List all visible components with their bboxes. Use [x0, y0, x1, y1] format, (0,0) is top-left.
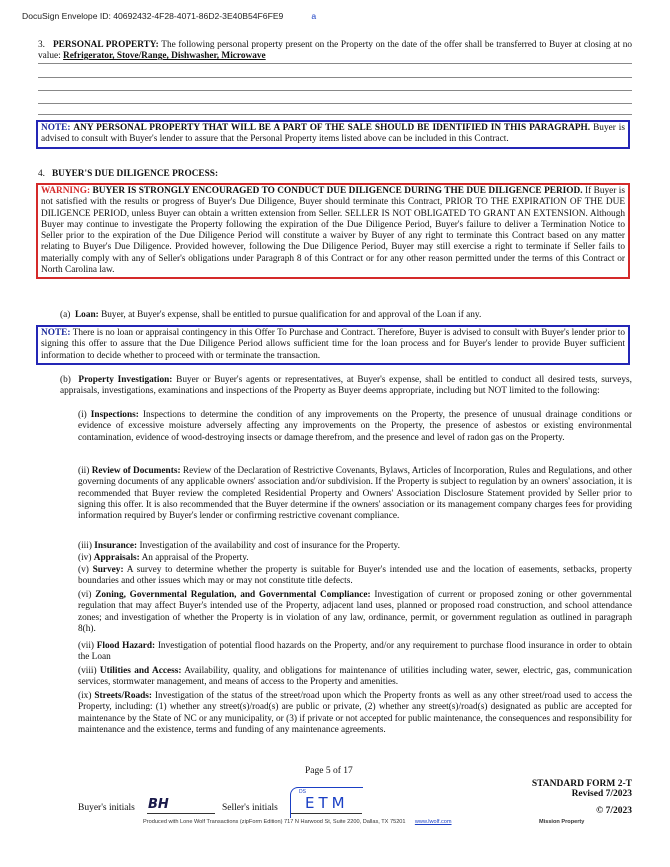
seller-initials: ETM — [305, 794, 349, 812]
docusign-envelope-id: DocuSign Envelope ID: 40692432-4F28-4071-86D2-3E40B54F6FE9 a — [22, 11, 317, 21]
item-utilities: (viii) Utilities and Access: Availability, quality, and obligations for maintenance of utilities including water, sewer, electric, gas, communication services, stormwater management, and means of access to the Property and amenities. — [78, 666, 632, 688]
item-insurance: (iii) Insurance: Investigation of the availability and cost of insurance for the Property. — [78, 541, 400, 551]
blank-line — [38, 90, 632, 91]
blank-line — [38, 77, 632, 78]
item-zoning: (vi) Zoning, Governmental Regulation, and Governmental Compliance: Investigation of current or proposed zoning or other governmental regulation that may affect Buyer's intended use of the Property, adjacent land uses, planned or proposed road construction, and school attendance zones; and investigation of whether the Property is in violation of any law, ordinance, permit, or government regulation as outlined in paragraph 8(h). — [78, 590, 633, 634]
item-flood-hazard: (vii) Flood Hazard: Investigation of potential flood hazards on the Property, and/or any requirement to purchase flood insurance in order to obtain the Loan — [78, 641, 632, 663]
item-inspections: (i) Inspections: Inspections to determine the condition of any improvements on the Property, the presence of unusual drainage conditions or evidence of excessive moisture adversely affecting any improvements on the Property, the presence of asbestos or existing environmental contamination, evidence of wood-destroying insects or damage therefrom, and the presence and level of radon gas on the Property. — [78, 410, 632, 443]
personal-property-items: Refrigerator, Stove/Range, Dishwasher, Microwave — [63, 51, 266, 62]
page-number: Page 5 of 17 — [305, 766, 353, 776]
section-title: PERSONAL PROPERTY: — [52, 40, 159, 50]
property-investigation: (b) Property Investigation: Buyer or Buyer's agents or representatives, at Buyer's expense, shall be entitled to conduct all desired tests, surveys, appraisals, investigations, examinations and inspections of the Property as Buyer deems appropriate, including but NOT limited to the following: — [60, 375, 632, 397]
produced-with: Produced with Lone Wolf Transactions (zipForm Edition) 717 N Harwood St, Suite 2200, Dallas, TX 75201 www.lwolf.com — [143, 819, 452, 825]
item-survey: (v) Survey: A survey to determine whether the property is suitable for Buyer's intended use and the location of easements, setbacks, property boundaries and other issues which may or may not constitute title defects. — [78, 565, 633, 587]
lwolf-link[interactable]: www.lwolf.com — [414, 819, 452, 825]
note-loan-contingency: NOTE: There is no loan or appraisal contingency in this Offer To Purchase and Contract. Therefore, Buyer is advised to consult with Buyer's lender prior to signing this offer to assure that the Due Diligence Period allows sufficient time for the loan process and for Buyer's lender to provide Buyer sufficient information to decide whether to proceed with or terminate the transaction. — [36, 325, 630, 365]
seller-initials-label: Seller's initials — [222, 803, 278, 813]
document-name: Mission Property — [539, 819, 585, 825]
buyer-initials-label: Buyer's initials — [78, 803, 135, 813]
item-appraisals: (iv) Appraisals: An appraisal of the Property. — [78, 553, 249, 563]
section-personal-property: 3. PERSONAL PROPERTY: The following personal property present on the Property on the date of the offer shall be transferred to Buyer at closing at no value: Refrigerator, Stove/Range, Dishwasher, Microwave — [38, 40, 632, 62]
blank-line — [38, 114, 632, 115]
note-personal-property: NOTE: ANY PERSONAL PROPERTY THAT WILL BE A PART OF THE SALE SHOULD BE IDENTIFIED IN THIS PARAGRAPH. Buyer is advised to consult with Buyer's lender to assure that the Personal Property items listed above can be included in this Contract. — [36, 120, 630, 149]
loan-paragraph: (a) Loan: Buyer, at Buyer's expense, shall be entitled to pursue qualification for and approval of the Loan if any. — [60, 310, 482, 320]
buyer-initials[interactable]: BH — [148, 797, 169, 812]
blank-line — [38, 63, 632, 64]
buyer-initials-line — [147, 813, 215, 814]
envelope-mark: a — [311, 11, 317, 21]
form-name: STANDARD FORM 2-T — [531, 779, 632, 789]
warning-due-diligence: WARNING: BUYER IS STRONGLY ENCOURAGED TO CONDUCT DUE DILIGENCE DURING THE DUE DILIGENCE PERIOD. If Buyer is not satisfied with the results or progress of Buyer's Due Diligence, Buyer should terminate this Contract, PRIOR TO THE EXPIRATION OF THE DUE DILIGENCE PERIOD, unless Buyer can obtain a written extension from Seller. SELLER IS NOT OBLIGATED TO GRANT AN EXTENSION. Although Buyer may continue to investigate the Property following the expiration of the Due Diligence Period, Buyer's failure to deliver a Termination Notice to Seller prior to the expiration of the Due Diligence Period will constitute a waiver by Buyer of any right to terminate this Contract based on any matter relating to Buyer's Due Diligence. Provided however, following the Due Diligence Period, Buyer may still exercise a right to terminate if Seller fails to materially comply with any of Seller's obligations under Paragraph 8 of this Contract or for any other reason permitted under the terms of this Contract or North Carolina law. — [36, 183, 630, 279]
form-copyright: © 7/2023 — [596, 806, 632, 816]
item-review-documents: (ii) Review of Documents: Review of the Declaration of Restrictive Covenants, Bylaws, Articles of Incorporation, Rules and Regulations, and other governing documents of any applicable owners' association and/or subdivision. If the Property is subject to regulation by an owners' association, it is recommended that Buyer review the completed Residential Property and Owners' Association Disclosure Statement provided by Seller prior to signing this offer. It is also recommended that the Buyer determine if the owners' association or its management company charges fees for providing information required by Buyer's lender or confirming restrictive covenant compliance. — [78, 466, 633, 522]
docusign-initial-box[interactable]: DS ETM — [290, 787, 363, 818]
blank-line — [38, 103, 632, 104]
item-streets-roads: (ix) Streets/Roads: Investigation of the status of the street/road upon which the Property fronts as well as any other street/road used to access the Property, including: (1) whether any street(s)/road(s) are public or private, (2) whether any street(s)/road(s) designated as public are accepted for maintenance by the State of NC or any municipality, or (3) if private or not accepted for public maintenance, the consequences and responsibility for maintenance and the existence, terms and funding of any maintenance agreements. — [78, 691, 632, 735]
section-due-diligence: 4. BUYER'S DUE DILIGENCE PROCESS: — [38, 169, 219, 179]
form-revised: Revised 7/2023 — [571, 789, 632, 799]
